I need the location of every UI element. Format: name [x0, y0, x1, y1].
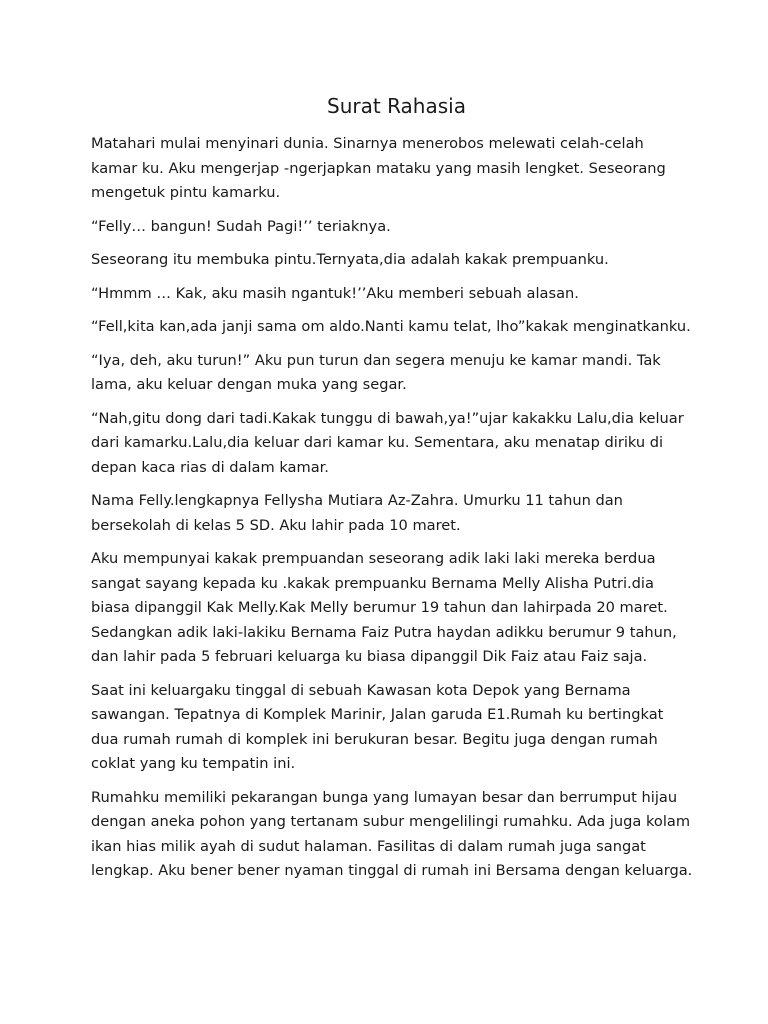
- paragraph: “Nah,gitu dong dari tadi.Kakak tunggu di bawah,ya!”ujar kakakku Lalu,dia keluar dari kamarku.Lalu,dia keluar dari kamar ku. Sementara, aku menatap diriku di depan kaca rias di dalam kamar.: [91, 409, 684, 476]
- paragraph: “Hmmm … Kak, aku masih ngantuk!’’Aku memberi sebuah alasan.: [91, 284, 579, 302]
- paragraph: “Felly… bangun! Sudah Pagi!’’ teriaknya.: [91, 217, 391, 235]
- document-title: Surat Rahasia: [327, 94, 466, 118]
- paragraph: “Fell,kita kan,ada janji sama om aldo.Nanti kamu telat, lho”kakak menginatkanku.: [91, 318, 691, 335]
- paragraph: Matahari mulai menyinari dunia. Sinarnya menerobos melewati celah-celah kamar ku. Aku mengerjap -ngerjapkan mataku yang masih lengket. Seseorang mengetuk pintu kamarku.: [91, 135, 666, 201]
- paragraph: Saat ini keluargaku tinggal di sebuah Kawasan kota Depok yang Bernama sawangan. Tepatnya di Komplek Marinir, Jalan garuda E1.Rumah ku bertingkat dua rumah rumah di komplek ini berukuran besar. Begitu juga dengan rumah coklat yang ku tempatin ini.: [91, 681, 664, 772]
- paragraph: Aku mempunyai kakak prempuandan seseorang adik laki laki mereka berdua sangat sayang kepada ku .kakak prempuanku Bernama Melly Alisha Putri.dia biasa dipanggil Kak Melly.Kak Melly berumur 19 tahun dan lahirpada 20 maret. Sedangkan adik laki-lakiku Bernama Faiz Putra haydan adikku berumur 9 tahun, dan lahir pada 5 februari keluarga ku biasa dipanggil Dik Faiz atau Faiz saja.: [91, 550, 677, 665]
- paragraph: Seseorang itu membuka pintu.Ternyata,dia adalah kakak prempuanku.: [91, 251, 609, 268]
- paragraph: Rumahku memiliki pekarangan bunga yang lumayan besar dan berrumput hijau dengan aneka pohon yang tertanam subur mengelilingi rumahku. Ada juga kolam ikan hias milik ayah di sudut halaman. Fasilitas di dalam rumah juga sangat lengkap. Aku bener bener nyaman tinggal di rumah ini Bersama dengan keluarga.: [91, 788, 693, 879]
- paragraph: Nama Felly.lengkapnya Fellysha Mutiara Az-Zahra. Umurku 11 tahun dan bersekolah di kelas 5 SD. Aku lahir pada 10 maret.: [91, 492, 623, 534]
- paragraph: “Iya, deh, aku turun!” Aku pun turun dan segera menuju ke kamar mandi. Tak lama, aku keluar dengan muka yang segar.: [91, 351, 661, 393]
